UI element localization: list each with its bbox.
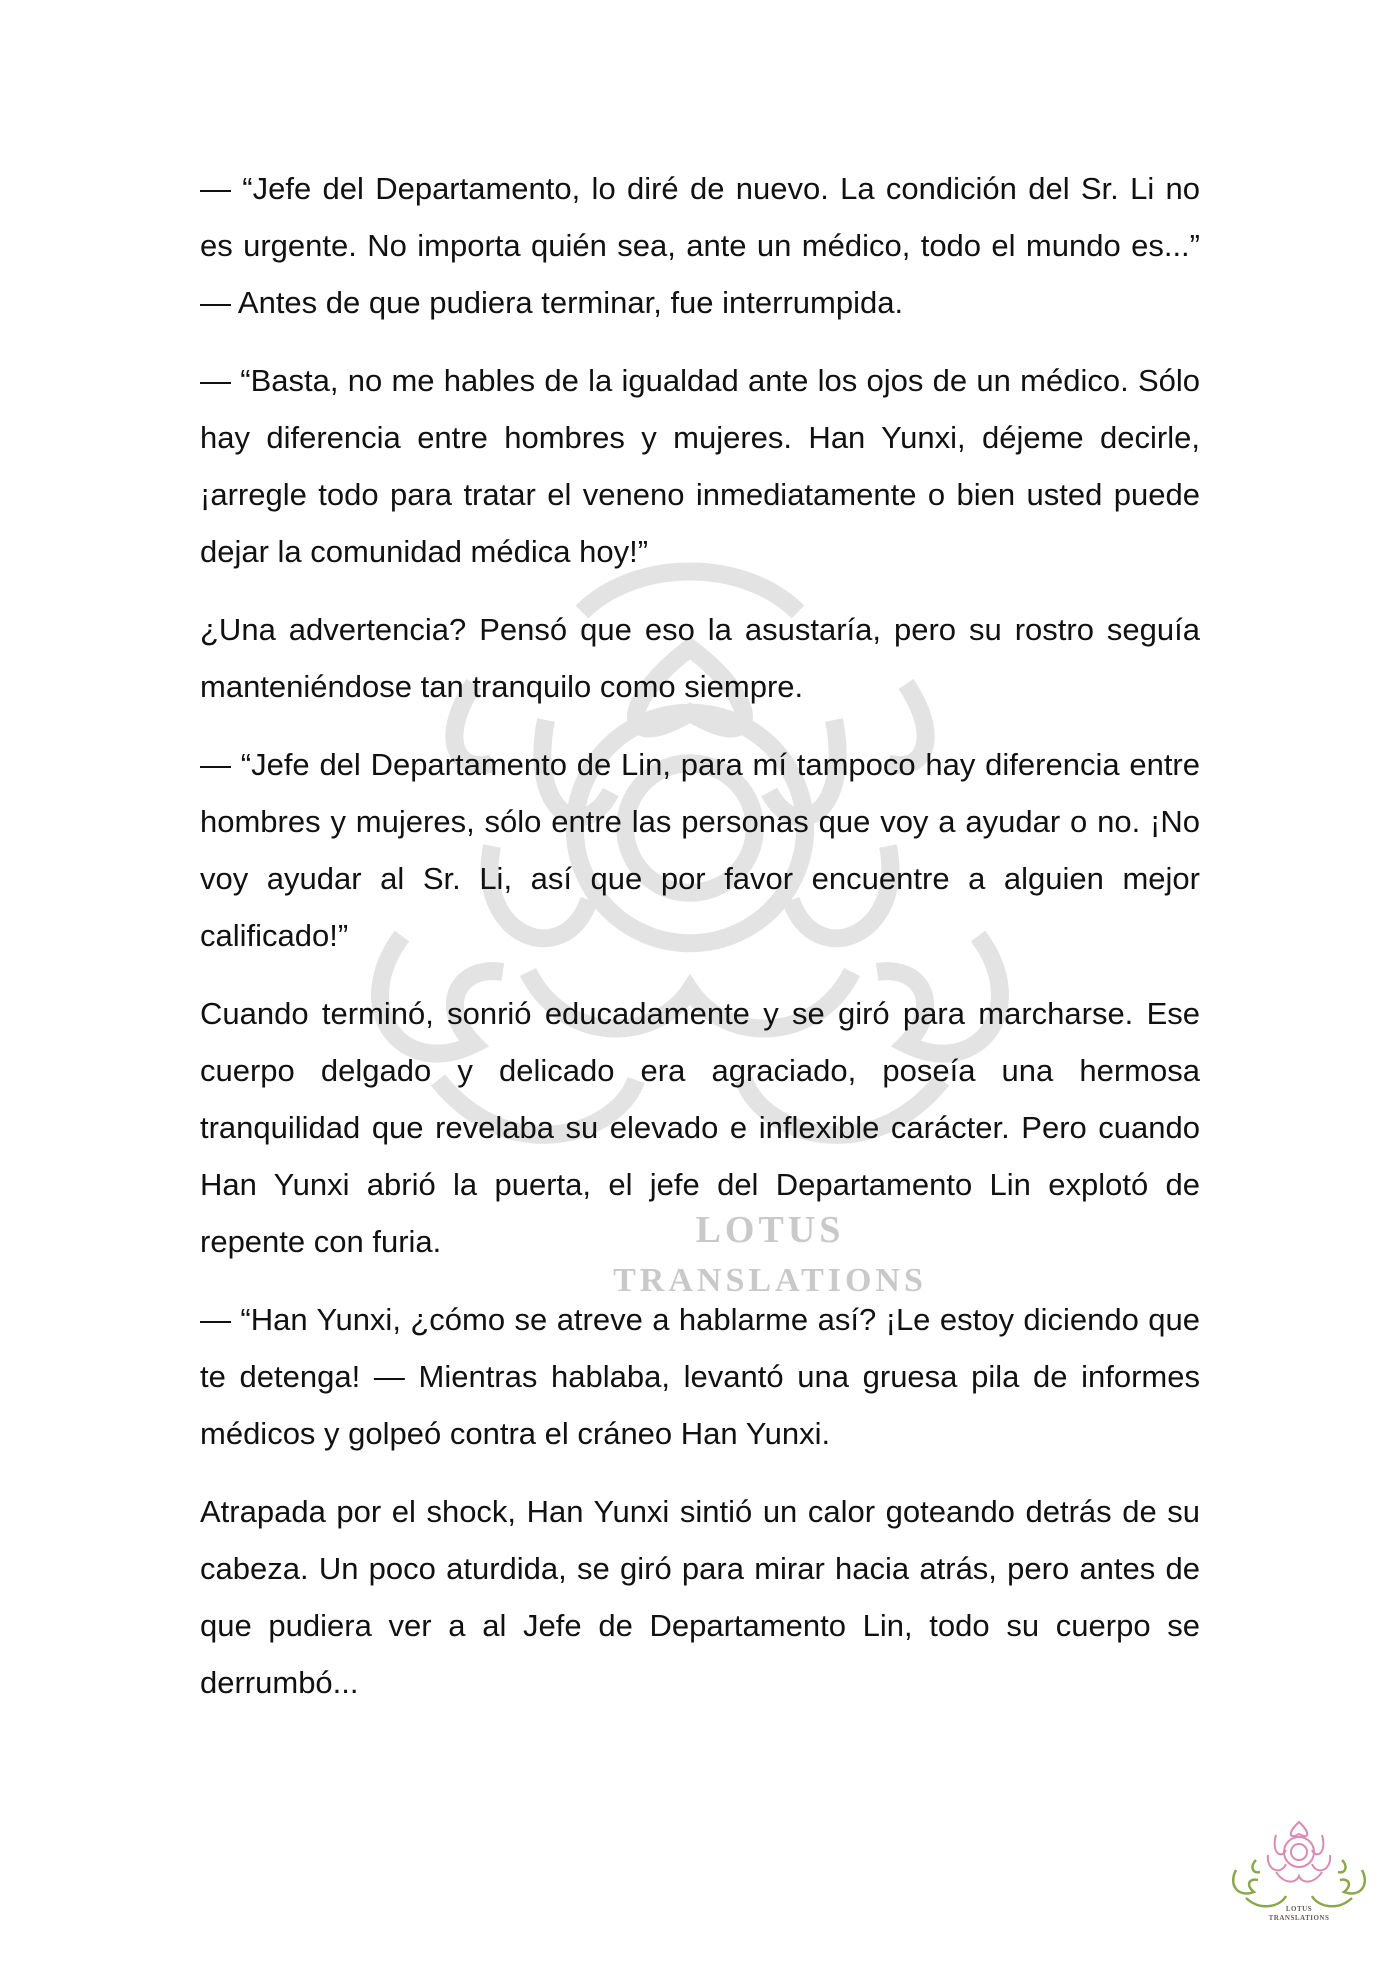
- paragraph: — “Jefe del Departamento de Lin, para mí tampoco hay diferencia entre hombres y mujeres, sólo entre las personas que voy a ayudar o no. ¡No voy ayudar al Sr. Li, así que por favor encuentre a alguien mejor calificado!”: [200, 747, 1200, 953]
- document-body: [200, 160, 1200, 1732]
- paragraph: — “Basta, no me hables de la igualdad ante los ojos de un médico. Sólo hay diferencia entre hombres y mujeres. Han Yunxi, déjeme decirle, ¡arregle todo para tratar el veneno inmediatamente o bien usted puede dejar la comunidad médica hoy!”: [200, 363, 1200, 569]
- watermark-subtitle: TRANSLATIONS: [613, 1262, 927, 1299]
- logo-caption-bottom: TRANSLATIONS: [1268, 1914, 1330, 1922]
- paragraph: ¿Una advertencia? Pensó que eso la asustaría, pero su rostro seguía manteniéndose tan tranquilo como siempre.: [200, 612, 1200, 704]
- paragraph: Atrapada por el shock, Han Yunxi sintió un calor goteando detrás de su cabeza. Un poco aturdida, se giró para mirar hacia atrás, pero antes de que pudiera ver a al Jefe de Departamento Lin, todo su cuerpo se derrumbó...: [200, 1494, 1200, 1700]
- watermark-title: LOTUS: [695, 1209, 845, 1251]
- paragraph: Cuando terminó, sonrió educadamente y se giró para marcharse. Ese cuerpo delgado y delicado era agraciado, poseía una hermosa tranquilidad que revelaba su elevado e inflexible carácter. Pero cuando Han Yunxi abrió la puerta, el jefe del Departamento Lin explotó de repente con furia.: [200, 996, 1200, 1259]
- logo-caption-top: LOTUS: [1285, 1905, 1313, 1913]
- paragraph: — “Jefe del Departamento, lo diré de nuevo. La condición del Sr. Li no es urgente. No importa quién sea, ante un médico, todo el mundo es...” — Antes de que pudiera terminar, fue interrumpida.: [200, 171, 1200, 320]
- paragraph: — “Han Yunxi, ¿cómo se atreve a hablarme así? ¡Le estoy diciendo que te detenga! — Mientras hablaba, levantó una gruesa pila de informes médicos y golpeó contra el cráneo Han Yunxi.: [200, 1302, 1200, 1451]
